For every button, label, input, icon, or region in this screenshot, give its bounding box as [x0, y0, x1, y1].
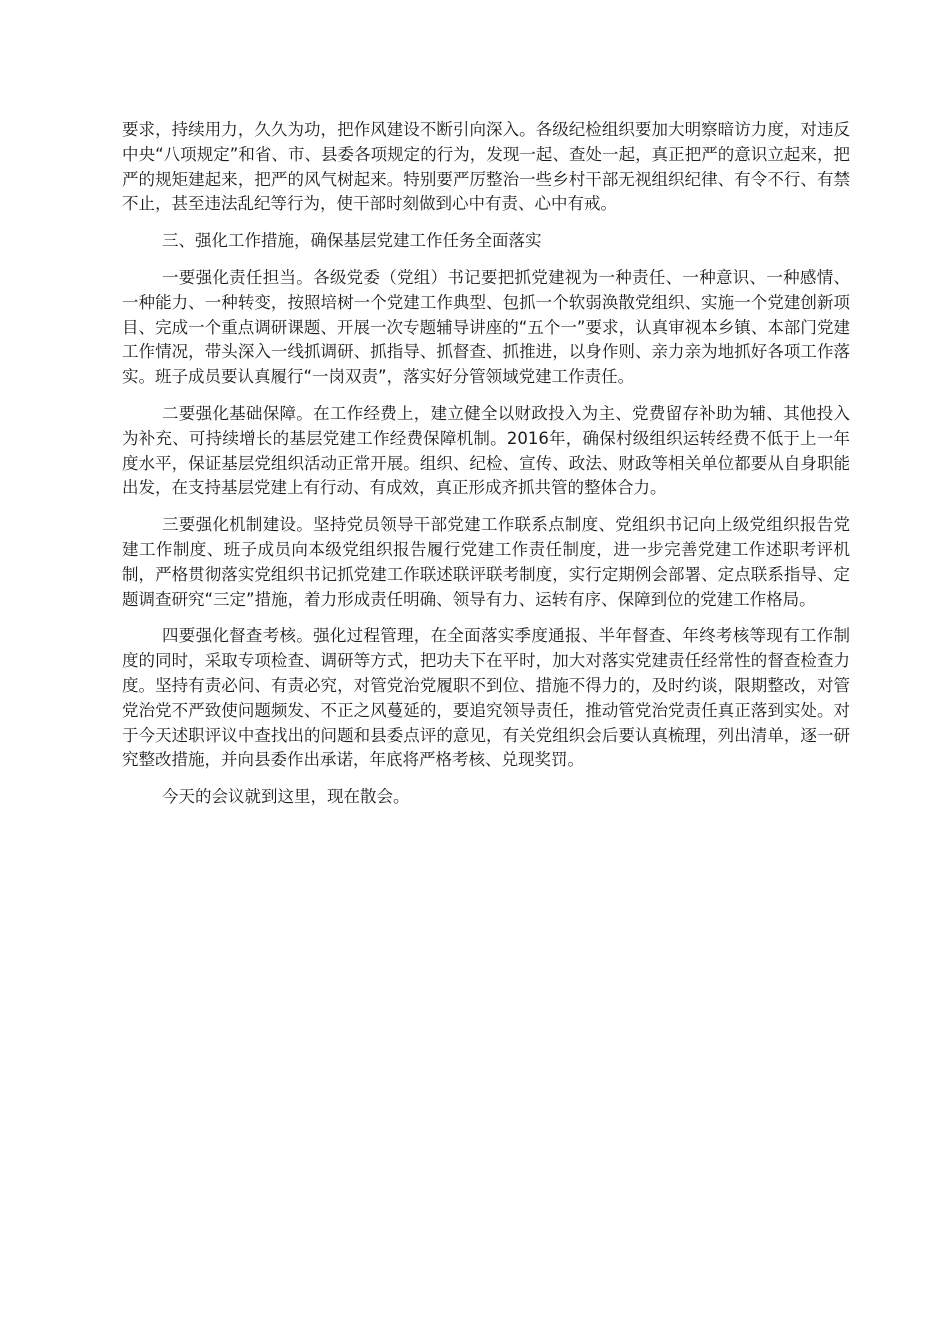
paragraph-supervision: 四要强化督查考核。强化过程管理，在全面落实季度通报、半年督查、年终考核等现有工作制度的同时，采取专项检查、调研等方式，把功夫下在平时，加大对落实党建责任经常性的督查检查力度。坚持有责必问、有责必究，对管党治党履职不到位、措施不得力的，及时约谈，限期整改，对管党治党不严致使问题频发、不正之风蔓延的，要追究领导责任，推动管党治党责任真正落到实处。对于今天述职评议中查找出的问题和县委点评的意见，有关党组织会后要认真梳理，列出清单，逐一研究整改措施，并向县委作出承诺，年底将严格考核、兑现奖罚。: [122, 626, 850, 770]
paragraph-foundation: 二要强化基础保障。在工作经费上，建立健全以财政投入为主、党费留存补助为辅、其他投入为补充、可持续增长的基层党建工作经费保障机制。2016年，确保村级组织运转经费不低于上一年度水平，保证基层党组织活动正常开展。组织、纪检、宣传、政法、财政等相关单位都要从自身职能出发，在支持基层党建上有行动、有成效，真正形成齐抓共管的整体合力。: [122, 403, 850, 498]
paragraph-responsibility: 一要强化责任担当。各级党委（党组）书记要把抓党建视为一种责任、一种意识、一种感情、一种能力、一种转变，按照培树一个党建工作典型、包抓一个软弱涣散党组织、实施一个党建创新项目、完成一个重点调研课题、开展一次专题辅导讲座的“五个一”要求，认真审视本乡镇、本部门党建工作情况，带头深入一线抓调研、抓指导、抓督查、抓推进，以身作则、亲力亲为地抓好各项工作落实。班子成员要认真履行“一岗双责”，落实好分管领域党建工作责任。: [122, 267, 850, 387]
paragraph-mechanism: 三要强化机制建设。坚持党员领导干部党建工作联系点制度、党组织书记向上级党组织报告党建工作制度、班子成员向本级党组织报告履行党建工作责任制度，进一步完善党建工作述职考评机制，严格贯彻落实党组织书记抓党建工作联述联评联考制度，实行定期例会部署、定点联系指导、定题调查研究“三定”措施，着力形成责任明确、领导有力、运转有序、保障到位的党建工作格局。: [122, 515, 850, 609]
section-heading: 三、强化工作措施，确保基层党建工作任务全面落实: [162, 231, 542, 251]
paragraph-continuation: 要求，持续用力，久久为功，把作风建设不断引向深入。各级纪检组织要加大明察暗访力度，对违反中央“八项规定”和省、市、县委各项规定的行为，发现一起、查处一起，真正把严的意识立起来，把严的规矩建起来，把严的风气树起来。特别要严厉整治一些乡村干部无视组织纪律、有令不行、有禁不止，甚至违法乱纪等行为，使干部时刻做到心中有责、心中有戒。: [122, 120, 850, 214]
paragraph-closing: 今天的会议就到这里，现在散会。: [162, 787, 410, 807]
document-page: [122, 118, 850, 822]
